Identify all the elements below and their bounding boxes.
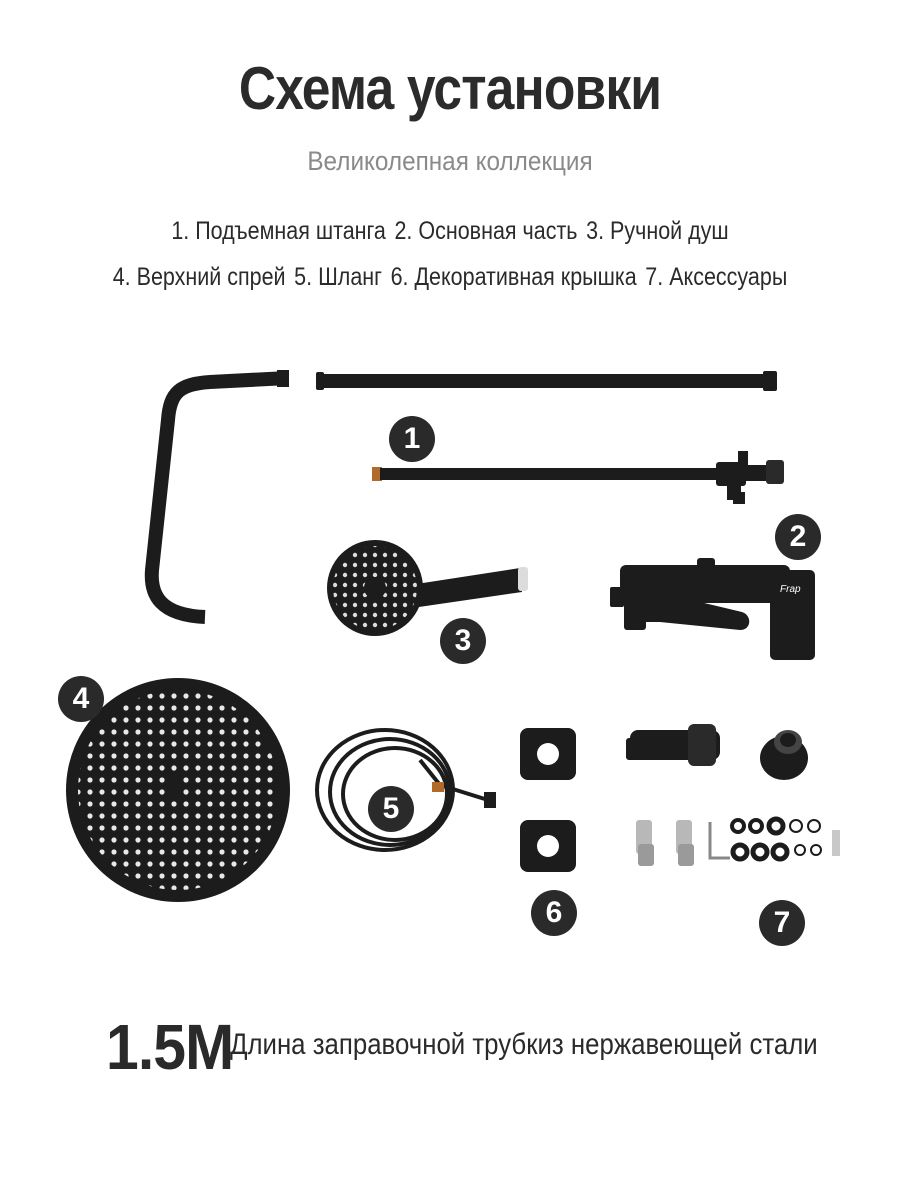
badge-6: 6 xyxy=(531,890,577,936)
legend-line-2 xyxy=(63,263,837,292)
legend-item-top-spray: 4. Верхний спрей xyxy=(112,263,286,291)
hand-shower-icon xyxy=(327,540,528,636)
mixer-body-icon xyxy=(610,558,815,660)
legend-item-main-body: 2. Основная часть xyxy=(394,217,578,245)
badge-3: 3 xyxy=(440,618,486,664)
hose-length-value: 1.5M xyxy=(106,1011,234,1083)
slider-holder-icon xyxy=(626,724,720,766)
hose-icon xyxy=(317,730,496,850)
footer-spec xyxy=(0,1010,900,1083)
badge-4: 4 xyxy=(58,676,104,722)
legend-item-hose: 5. Шланг xyxy=(294,263,382,291)
legend-item-decorative-cover: 6. Декоративная крышка xyxy=(390,263,637,291)
badge-1: 1 xyxy=(389,416,435,462)
accessories-icon xyxy=(636,819,840,866)
brand-logo: Frap xyxy=(780,584,801,595)
legend-item-hand-shower: 3. Ручной душ xyxy=(586,217,729,245)
badge-5: 5 xyxy=(368,786,414,832)
wall-bracket-icon xyxy=(760,730,808,780)
parts-diagram xyxy=(0,330,900,980)
hose-length-description: Длина заправочной трубкиз нержавеющей стали xyxy=(230,1028,818,1061)
badge-2: 2 xyxy=(775,514,821,560)
badge-7: 7 xyxy=(759,900,805,946)
page-title: Схема установки xyxy=(238,55,662,122)
page-subtitle: Великолепная коллекция xyxy=(307,146,593,176)
legend-line-1 xyxy=(63,217,837,246)
decorative-cover-icon xyxy=(520,728,576,872)
legend-item-accessories: 7. Аксессуары xyxy=(645,263,788,291)
lifting-rod-icon xyxy=(372,451,784,504)
curved-rod-icon xyxy=(152,370,289,617)
long-rod-icon xyxy=(316,371,777,391)
legend-item-lifting-rod: 1. Подъемная штанга xyxy=(171,217,386,245)
